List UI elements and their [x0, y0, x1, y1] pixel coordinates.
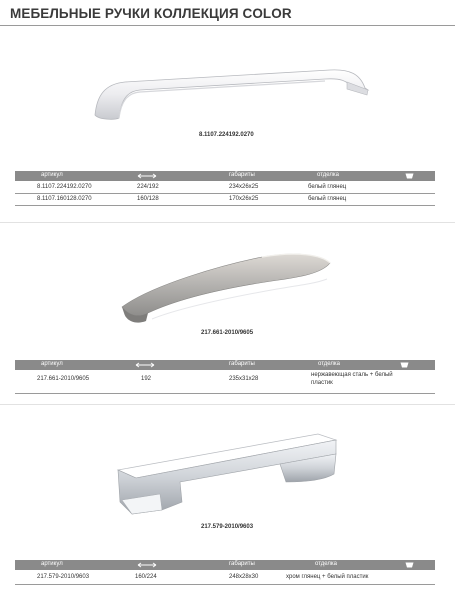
column-dimensions: габариты [229, 172, 255, 178]
column-dimensions: габариты [229, 561, 255, 567]
double-arrow-icon [135, 362, 155, 368]
cell-spacing: 224/192 [137, 184, 159, 190]
cell-finish: белый глянец [308, 184, 347, 190]
cell-spacing: 192 [141, 376, 152, 382]
section-divider [0, 404, 455, 405]
cell-article: 8.1107.160128.0270 [37, 196, 92, 202]
column-dimensions: габариты [229, 361, 255, 367]
cell-spacing: 160/128 [137, 196, 159, 202]
product-caption-3: 217.579-2010/9603 [201, 524, 254, 530]
tray-icon [405, 562, 414, 568]
table-row [15, 371, 435, 394]
cell-finish: белый глянец [308, 196, 347, 202]
tray-icon [400, 362, 409, 368]
double-arrow-icon [137, 173, 157, 179]
product-image-chrome-handle [110, 430, 350, 520]
column-article: артикул [41, 561, 63, 567]
product-image-steel-handle [112, 245, 342, 335]
cell-article: 217.661-2010/9605 [37, 376, 90, 382]
product-caption-2: 217.661-2010/9605 [201, 330, 254, 336]
page-header [0, 0, 455, 28]
cell-dimensions: 170x26x25 [229, 196, 259, 202]
table-row [15, 182, 435, 194]
cell-dimensions: 235x31x28 [229, 376, 259, 382]
cell-article: 217.579-2010/9603 [37, 574, 90, 580]
cell-spacing: 160/224 [135, 574, 157, 580]
tray-icon [405, 173, 414, 179]
page-title: МЕБЕЛЬНЫЕ РУЧКИ КОЛЛЕКЦИЯ COLOR [10, 6, 292, 21]
column-finish: отделка [315, 561, 337, 567]
cell-dimensions: 248x28x30 [229, 574, 259, 580]
table-row [15, 571, 435, 585]
column-finish: отделка [318, 361, 340, 367]
column-finish: отделка [317, 172, 339, 178]
column-article: артикул [41, 172, 63, 178]
product-image-white-handle [85, 60, 375, 130]
double-arrow-icon [137, 562, 157, 568]
cell-article: 8.1107.224192.0270 [37, 184, 92, 190]
column-article: артикул [41, 361, 63, 367]
spec-table-header [15, 360, 435, 370]
cell-finish-line-1: нержавеющая сталь + белый [311, 372, 393, 378]
cell-dimensions: 234x26x25 [229, 184, 259, 190]
table-row [15, 194, 435, 206]
cell-finish-line-2: пластик [311, 380, 333, 386]
cell-finish: хром глянец + белый пластик [286, 574, 369, 580]
header-divider [0, 25, 455, 26]
section-divider [0, 222, 455, 223]
product-caption-1: 8.1107.224192.0270 [199, 132, 254, 138]
spec-table-header [15, 171, 435, 181]
spec-table-header [15, 560, 435, 570]
